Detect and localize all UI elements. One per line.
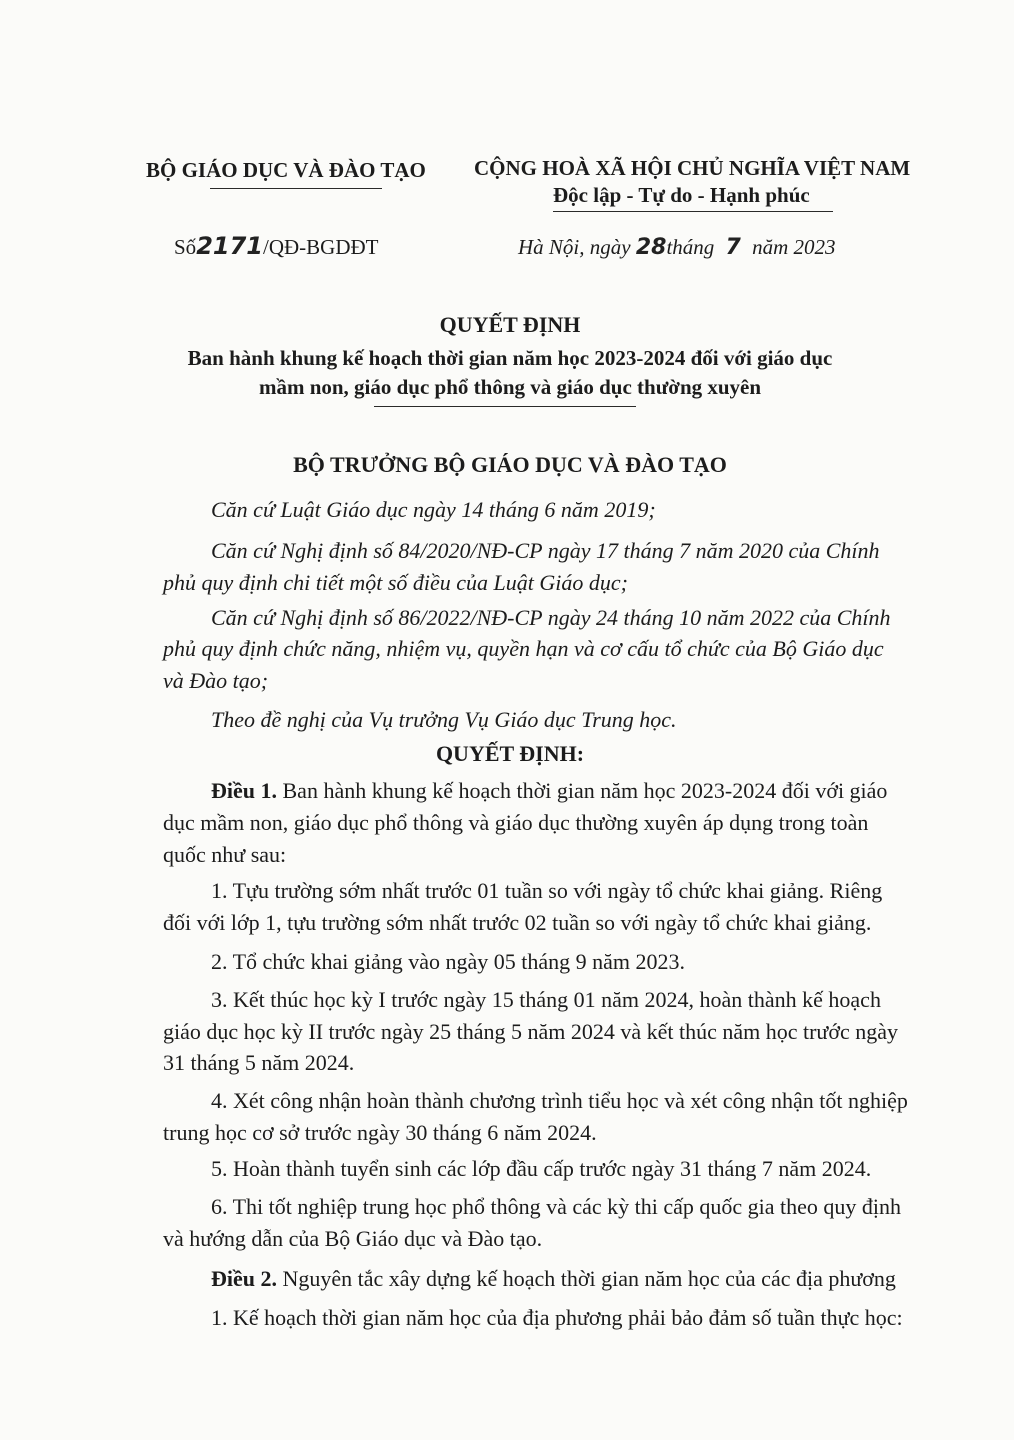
ministry-name: BỘ GIÁO DỤC VÀ ĐÀO TẠO bbox=[146, 158, 426, 182]
article-2-label: Điều 2. bbox=[211, 1266, 277, 1291]
national-motto: Độc lập - Tự do - Hạnh phúc bbox=[553, 183, 810, 207]
item-3-line1: 3. Kết thúc học kỳ I trước ngày 15 tháng 01 năm 2024, hoàn thành kế hoạch bbox=[211, 987, 881, 1012]
subtitle-underline bbox=[374, 406, 636, 407]
basis-1: Căn cứ Luật Giáo dục ngày 14 tháng 6 năm 2019; bbox=[211, 497, 656, 522]
date-year: năm 2023 bbox=[752, 235, 836, 259]
number-prefix: Số bbox=[174, 235, 197, 259]
item-3-line3: 31 tháng 5 năm 2024. bbox=[163, 1050, 355, 1075]
authority-heading: BỘ TRƯỞNG BỘ GIÁO DỤC VÀ ĐÀO TẠO bbox=[293, 452, 727, 477]
article-1-line1 bbox=[211, 778, 887, 804]
basis-3-line2: phủ quy định chức năng, nhiệm vụ, quyền hạn và cơ cấu tổ chức của Bộ Giáo dục bbox=[163, 636, 884, 661]
basis-2-line2: phủ quy định chi tiết một số điều của Luật Giáo dục; bbox=[163, 570, 628, 595]
item-1-line2: đối với lớp 1, tựu trường sớm nhất trước 02 tuần so với ngày tổ chức khai giảng. bbox=[163, 910, 872, 935]
article-2-text: Nguyên tắc xây dựng kế hoạch thời gian năm học của các địa phương bbox=[277, 1266, 896, 1291]
article-1-label: Điều 1. bbox=[211, 778, 277, 803]
article-2-line1 bbox=[211, 1266, 896, 1292]
date-month: 7 bbox=[725, 235, 741, 260]
item-3-line2: giáo dục học kỳ II trước ngày 25 tháng 5 năm 2024 và kết thúc năm học trước ngày bbox=[163, 1019, 899, 1044]
basis-3-line1: Căn cứ Nghị định số 86/2022/NĐ-CP ngày 24 tháng 10 năm 2022 của Chính bbox=[211, 605, 891, 630]
decision-subtitle-line2: mầm non, giáo dục phổ thông và giáo dục thường xuyên bbox=[258, 375, 762, 399]
ministry-underline bbox=[210, 188, 382, 189]
date-place: Hà Nội, ngày bbox=[518, 235, 631, 259]
number-handwritten: 2171 bbox=[196, 232, 263, 260]
article-1-line2: dục mầm non, giáo dục phổ thông và giáo dục thường xuyên áp dụng trong toàn bbox=[163, 810, 869, 835]
date-day: 28 bbox=[635, 235, 667, 260]
article-1-text: Ban hành khung kế hoạch thời gian năm học 2023-2024 đối với giáo bbox=[277, 778, 888, 803]
item-6-line1: 6. Thi tốt nghiệp trung học phổ thông và các kỳ thi cấp quốc gia theo quy định bbox=[211, 1194, 902, 1219]
number-suffix: /QĐ-BGDĐT bbox=[262, 235, 379, 259]
motto-underline bbox=[553, 211, 833, 212]
document-number bbox=[174, 232, 378, 260]
item-2: 2. Tổ chức khai giảng vào ngày 05 tháng 9 năm 2023. bbox=[211, 949, 686, 974]
decision-heading: QUYẾT ĐỊNH: bbox=[435, 741, 585, 766]
article-1-line3: quốc như sau: bbox=[163, 842, 287, 867]
item-4-line1: 4. Xét công nhận hoàn thành chương trình tiểu học và xét công nhận tốt nghiệp bbox=[211, 1088, 908, 1113]
document-date bbox=[518, 235, 836, 260]
decision-title: QUYẾT ĐỊNH bbox=[439, 312, 581, 337]
article-2-item-1: 1. Kế hoạch thời gian năm học của địa phương phải bảo đảm số tuần thực học: bbox=[211, 1305, 903, 1330]
item-4-line2: trung học cơ sở trước ngày 30 tháng 6 năm 2024. bbox=[163, 1120, 597, 1145]
item-5: 5. Hoàn thành tuyển sinh các lớp đầu cấp trước ngày 31 tháng 7 năm 2024. bbox=[211, 1156, 872, 1181]
item-6-line2: và hướng dẫn của Bộ Giáo dục và Đào tạo. bbox=[163, 1226, 543, 1251]
date-month-label: tháng bbox=[666, 235, 715, 259]
basis-3-line3: và Đào tạo; bbox=[163, 668, 269, 693]
decision-subtitle-line1: Ban hành khung kế hoạch thời gian năm học 2023-2024 đối với giáo dục bbox=[187, 346, 833, 370]
basis-4: Theo đề nghị của Vụ trưởng Vụ Giáo dục Trung học. bbox=[211, 707, 677, 732]
country-name: CỘNG HOÀ XÃ HỘI CHỦ NGHĨA VIỆT NAM bbox=[474, 156, 911, 180]
item-1-line1: 1. Tựu trường sớm nhất trước 01 tuần so với ngày tổ chức khai giảng. Riêng bbox=[211, 878, 883, 903]
basis-2-line1: Căn cứ Nghị định số 84/2020/NĐ-CP ngày 17 tháng 7 năm 2020 của Chính bbox=[211, 538, 880, 563]
